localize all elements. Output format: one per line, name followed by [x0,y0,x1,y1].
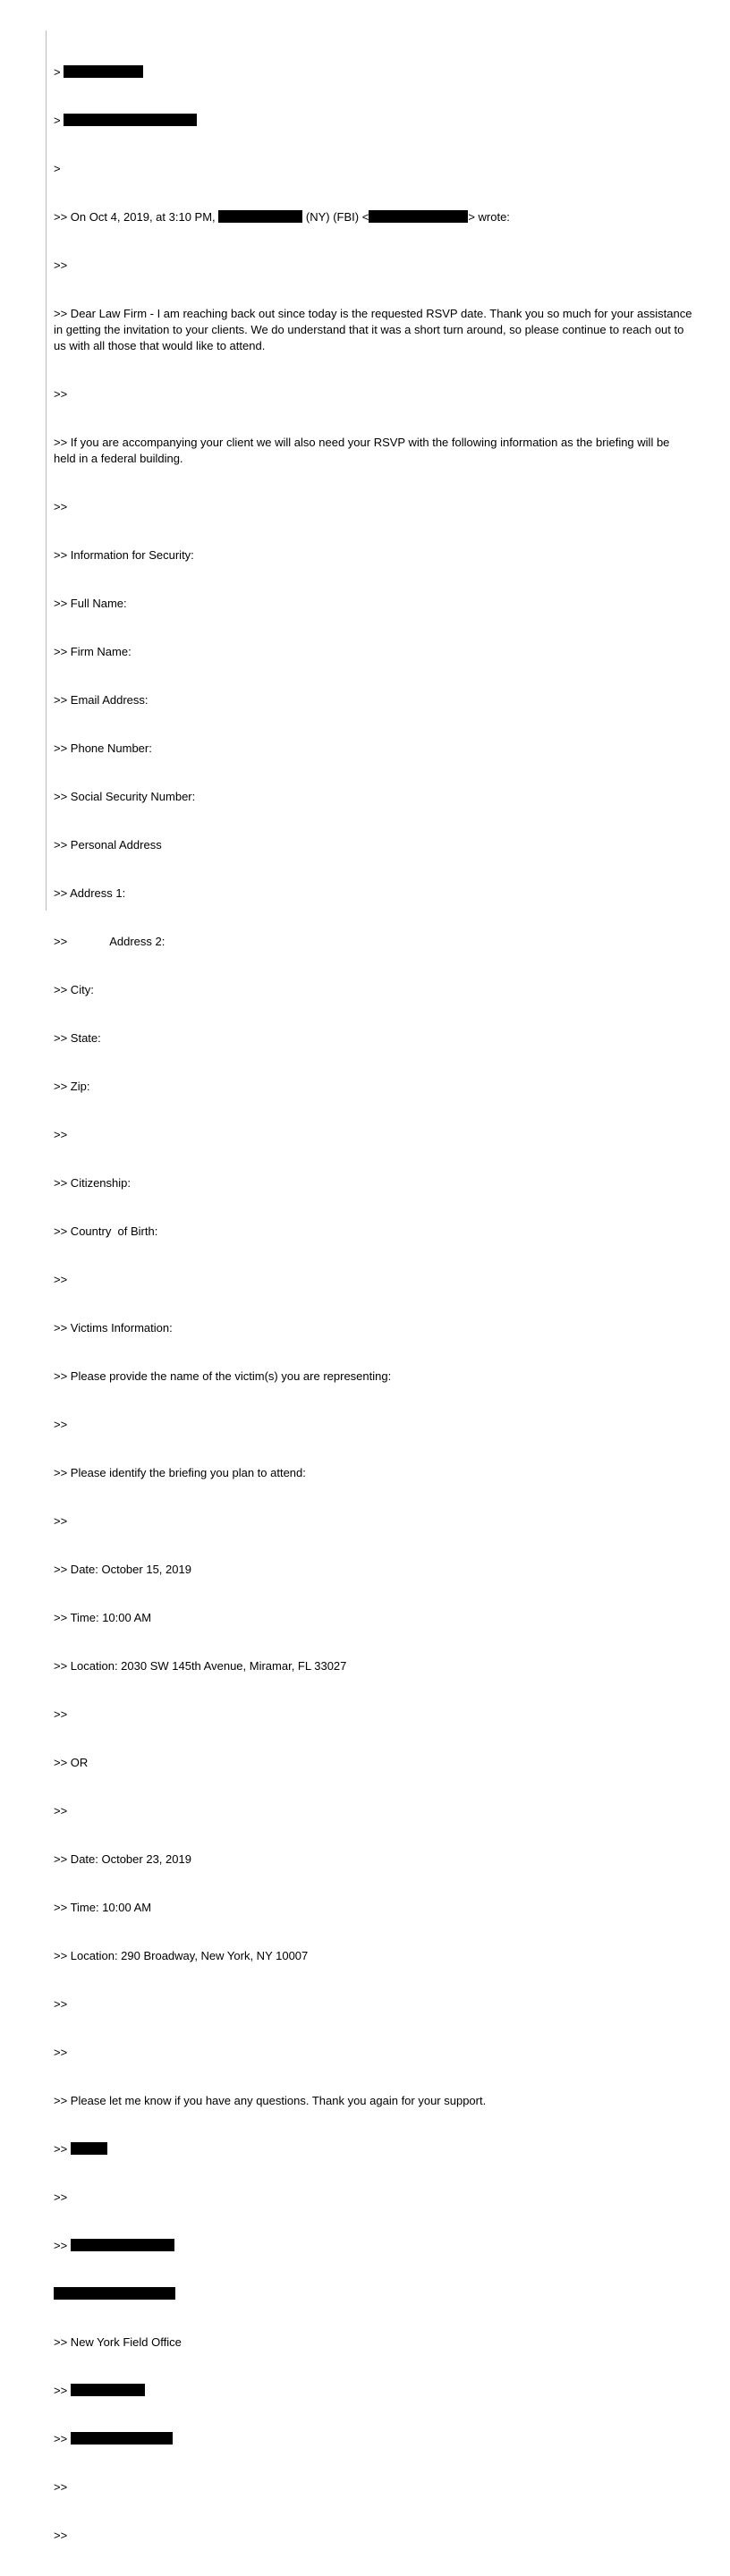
redaction-block [369,210,468,223]
signature-contact-line: >> [54,2431,694,2447]
quote-bar [46,30,47,911]
quoted-line: >> [54,1273,68,1286]
field-ssn: >> Social Security Number: [54,790,196,803]
quoted-line: >> [54,2529,68,2542]
field-personal-address: >> Personal Address [54,838,162,852]
quoted-line: > [54,162,61,175]
redaction-block [71,2432,173,2445]
email-body [54,32,694,2576]
quoted-line: > [54,113,694,129]
briefing-1-date: >> Date: October 15, 2019 [54,1563,191,1576]
signature-redacted-line [54,2286,694,2302]
victims-prompt: >> Please provide the name of the victim(s) you are representing: [54,1369,392,1383]
redaction-block [54,2287,175,2300]
quoted-line: >> [54,1418,68,1431]
redaction-block [64,114,197,126]
intro-paragraph: >> Dear Law Firm - I am reaching back out since today is the requested RSVP date. Thank you so much for your assistance in getting the invitation to your clients. We do understand that it was a short turn around, so please continue to reach out to us with all those that would like to attend. [54,307,696,352]
briefing-1-location: >> Location: 2030 SW 145th Avenue, Miramar, FL 33027 [54,1659,347,1673]
redaction-block [64,65,143,78]
briefing-2-time: >> Time: 10:00 AM [54,1901,152,1914]
wrote-header-line: >> On Oct 4, 2019, at 3:10 PM, (NY) (FBI) < > wrote: [54,210,510,224]
quoted-line: > [54,64,694,80]
field-state: >> State: [54,1031,101,1045]
field-country-of-birth: >> Country of Birth: [54,1224,158,1238]
field-phone: >> Phone Number: [54,741,152,755]
quoted-line: >> [54,1128,68,1141]
redaction-block [71,2384,145,2396]
signature-title-line: >> [54,2238,694,2254]
quoted-line: >> [54,2190,68,2204]
field-address-2: >> Address 2: [54,935,166,948]
victims-heading: >> Victims Information: [54,1321,173,1335]
field-full-name: >> Full Name: [54,597,127,610]
briefing-prompt: >> Please identify the briefing you plan to attend: [54,1466,306,1479]
accompany-paragraph: >> If you are accompanying your client we will also need your RSVP with the following information as the briefing will be held in a federal building. [54,436,674,465]
quoted-line: >> [54,2046,68,2059]
quoted-line: >> [54,1514,68,1528]
briefing-1-time: >> Time: 10:00 AM [54,1611,152,1624]
quoted-line: >> [54,1804,68,1818]
field-city: >> City: [54,983,94,996]
signature-office-line: >> New York Field Office [54,2335,182,2349]
field-email: >> Email Address: [54,693,149,707]
quoted-line: >> [54,258,68,272]
security-heading: >> Information for Security: [54,548,194,562]
briefing-2-location: >> Location: 290 Broadway, New York, NY 10007 [54,1949,309,1962]
quoted-line: >> [54,1997,68,2011]
quoted-line: >> [54,387,68,401]
redaction-block [218,210,302,223]
closing-thanks: >> Please let me know if you have any questions. Thank you again for your support. [54,2094,487,2107]
quoted-line: >> [54,2480,68,2494]
field-zip: >> Zip: [54,1080,90,1093]
redaction-block [71,2239,174,2251]
quoted-line: >> [54,1707,68,1721]
briefing-2-date: >> Date: October 23, 2019 [54,1852,191,1866]
field-address-1: >> Address 1: [54,886,126,900]
quoted-line: >> [54,500,68,513]
redaction-block [71,2142,107,2155]
briefing-or: >> OR [54,1756,89,1769]
signature-contact-line: >> [54,2383,694,2399]
field-citizenship: >> Citizenship: [54,1176,131,1190]
signature-name-line: >> [54,2141,694,2157]
field-firm-name: >> Firm Name: [54,645,132,658]
